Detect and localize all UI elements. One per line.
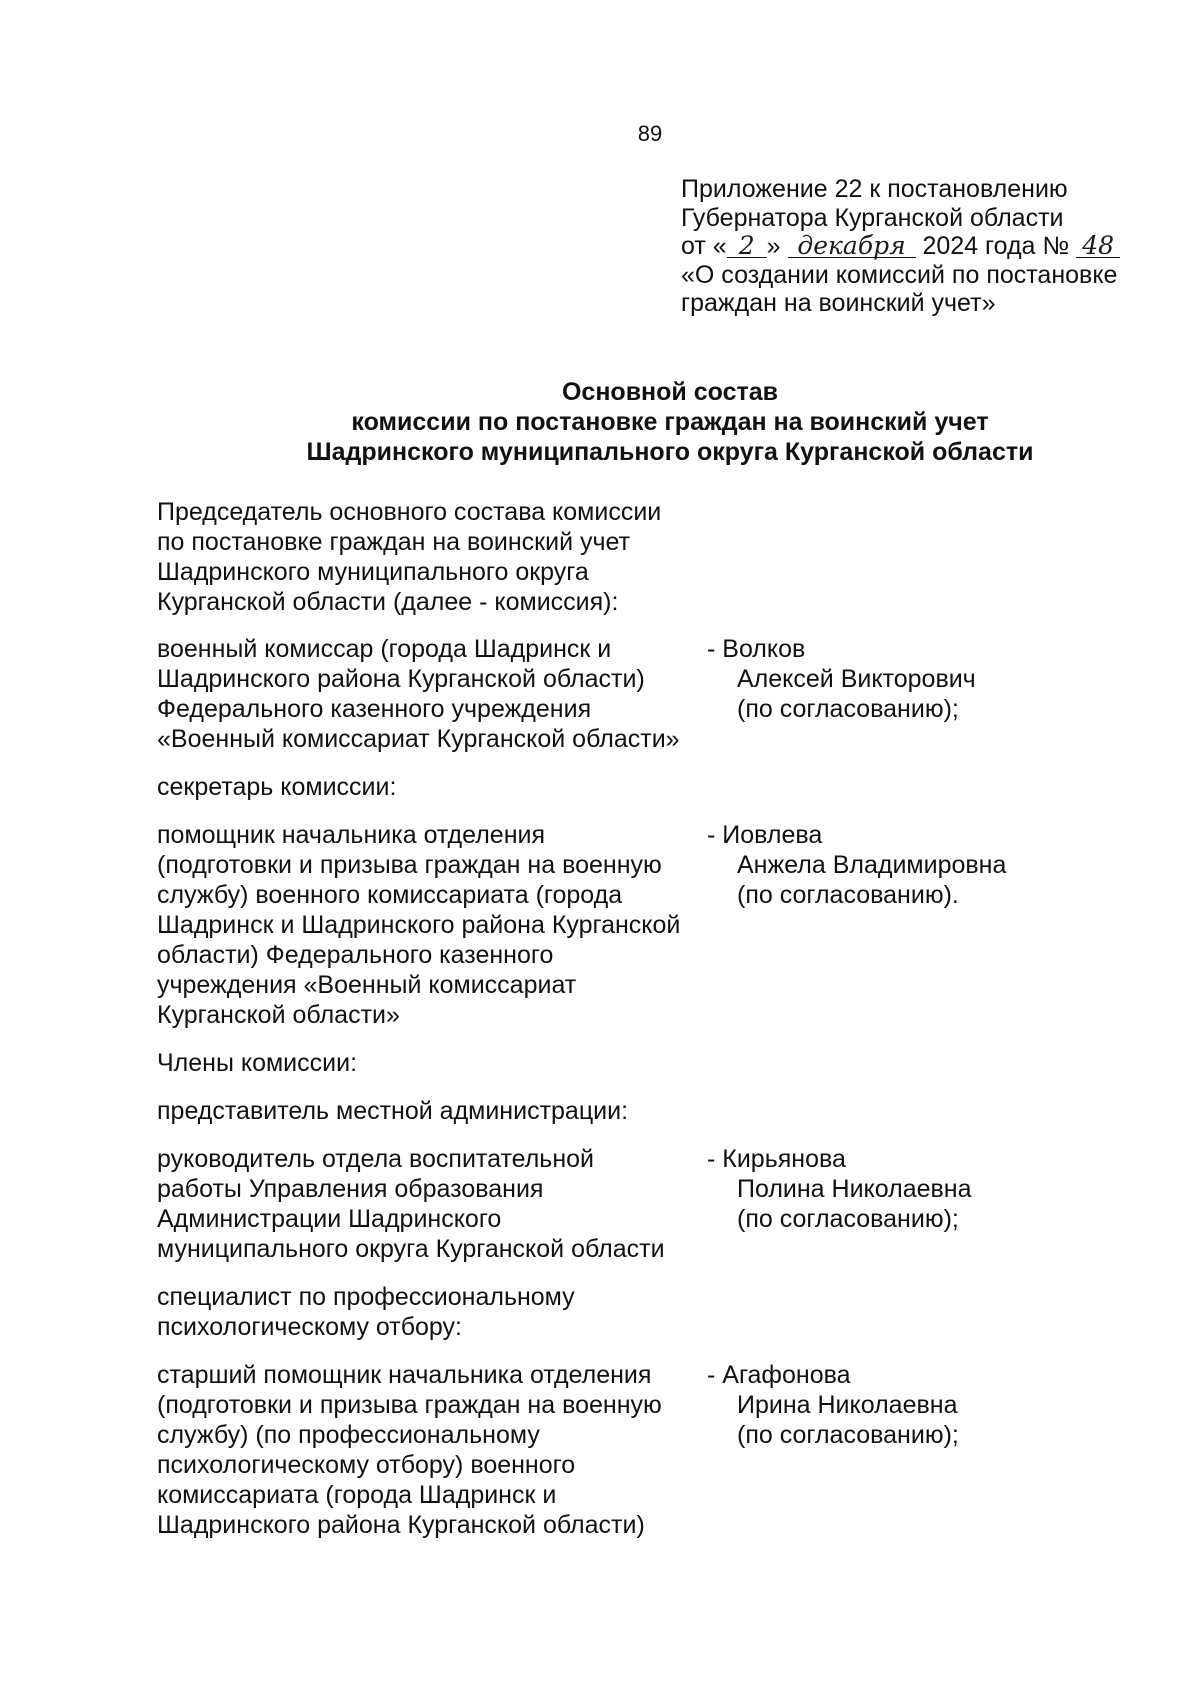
- member-given-name: Алексей Викторович: [737, 665, 976, 693]
- position-line: руководитель отдела воспитательной: [157, 1145, 594, 1173]
- position-line: Шадринск и Шадринского района Курганской: [157, 911, 681, 939]
- member-note: (по согласованию);: [737, 1421, 959, 1449]
- member-1-entry: [157, 1144, 1157, 1264]
- handwritten-doc-number: 48: [1076, 235, 1120, 258]
- position-line: «Военный комиссариат Курганской области»: [157, 725, 680, 753]
- date-close: »: [766, 232, 781, 260]
- position-line: Администрации Шадринского: [157, 1205, 502, 1233]
- appendix-line-5: граждан на воинский учет»: [681, 289, 996, 317]
- chair-heading: [157, 497, 1157, 617]
- local-admin-heading-line: представитель местной администрации:: [157, 1097, 629, 1125]
- member-note: (по согласованию);: [737, 695, 959, 723]
- member-2-entry: [157, 1360, 1157, 1540]
- position-line: работы Управления образования: [157, 1175, 544, 1203]
- date-year: 2024 года №: [922, 232, 1070, 260]
- appendix-line-1: Приложение 22 к постановлению: [681, 175, 1068, 203]
- chair-entry: [157, 634, 1157, 754]
- title-line-1: Основной состав: [561, 378, 779, 406]
- position-line: (подготовки и призыва граждан на военную: [157, 1391, 662, 1419]
- chair-heading-line: Курганской области (далее - комиссия):: [157, 588, 619, 616]
- member-given-name: Полина Николаевна: [737, 1175, 972, 1203]
- secretary-position: [157, 820, 707, 1030]
- member-1-name: [707, 1144, 1097, 1264]
- member-note: (по согласованию).: [737, 881, 959, 909]
- position-line: Федерального казенного учреждения: [157, 695, 592, 723]
- position-line: Курганской области»: [157, 1001, 400, 1029]
- secretary-heading: [157, 772, 1157, 802]
- position-line: учреждения «Военный комиссариат: [157, 971, 577, 999]
- position-line: Шадринского района Курганской области): [157, 1511, 645, 1539]
- position-line: комиссариата (города Шадринск и: [157, 1481, 557, 1509]
- chair-name: [707, 634, 1097, 754]
- title-line-2: комиссии по постановке граждан на воинский учет: [351, 408, 989, 436]
- position-line: Шадринского района Курганской области): [157, 665, 645, 693]
- position-line: (подготовки и призыва граждан на военную: [157, 851, 662, 879]
- secretary-heading-line: секретарь комиссии:: [157, 773, 397, 801]
- psych-heading-line: психологическому отбору:: [157, 1313, 462, 1341]
- member-note: (по согласованию);: [737, 1205, 959, 1233]
- chair-position: [157, 634, 707, 754]
- appendix-header: [681, 175, 1181, 318]
- date-prefix: от «: [681, 232, 727, 260]
- handwritten-month: декабря: [788, 235, 916, 258]
- position-line: муниципального округа Курганской области: [157, 1235, 665, 1263]
- secretary-name: [707, 820, 1097, 1030]
- position-line: старший помощник начальника отделения: [157, 1361, 652, 1389]
- position-line: военный комиссар (города Шадринск и: [157, 635, 612, 663]
- member-1-position: [157, 1144, 707, 1264]
- position-line: психологическому отбору) военного: [157, 1451, 576, 1479]
- local-admin-heading: [157, 1096, 1157, 1126]
- chair-heading-line: по постановке граждан на воинский учет: [157, 528, 631, 556]
- page-number: 89: [637, 121, 663, 146]
- chair-heading-line: Шадринского муниципального округа: [157, 558, 589, 586]
- member-surname: - Иовлева: [707, 821, 823, 849]
- document-title: [0, 377, 1200, 467]
- member-surname: - Волков: [707, 635, 806, 663]
- psych-heading-line: специалист по профессиональному: [157, 1283, 575, 1311]
- title-line-3: Шадринского муниципального округа Курганской области: [306, 438, 1034, 466]
- document-body: [157, 497, 1157, 1540]
- position-line: службу) военного комиссариата (города: [157, 881, 623, 909]
- member-given-name: Анжела Владимировна: [737, 851, 1007, 879]
- chair-heading-line: Председатель основного состава комиссии: [157, 498, 662, 526]
- member-surname: - Кирьянова: [707, 1145, 846, 1173]
- members-heading-line: Члены комиссии:: [157, 1049, 358, 1077]
- secretary-entry: [157, 820, 1157, 1030]
- position-line: области) Федерального казенного: [157, 941, 554, 969]
- member-given-name: Ирина Николаевна: [737, 1391, 958, 1419]
- member-2-position: [157, 1360, 707, 1540]
- appendix-line-4: «О создании комиссий по постановке: [681, 260, 1118, 289]
- member-2-name: [707, 1360, 1097, 1540]
- appendix-line-2: Губернатора Курганской области: [681, 203, 1064, 232]
- appendix-date-line: [681, 232, 1181, 261]
- position-line: помощник начальника отделения: [157, 821, 546, 849]
- psych-heading: [157, 1282, 1157, 1342]
- position-line: службу) (по профессиональному: [157, 1421, 540, 1449]
- member-surname: - Агафонова: [707, 1361, 851, 1389]
- members-heading: [157, 1048, 1157, 1078]
- handwritten-day: 2: [727, 235, 767, 258]
